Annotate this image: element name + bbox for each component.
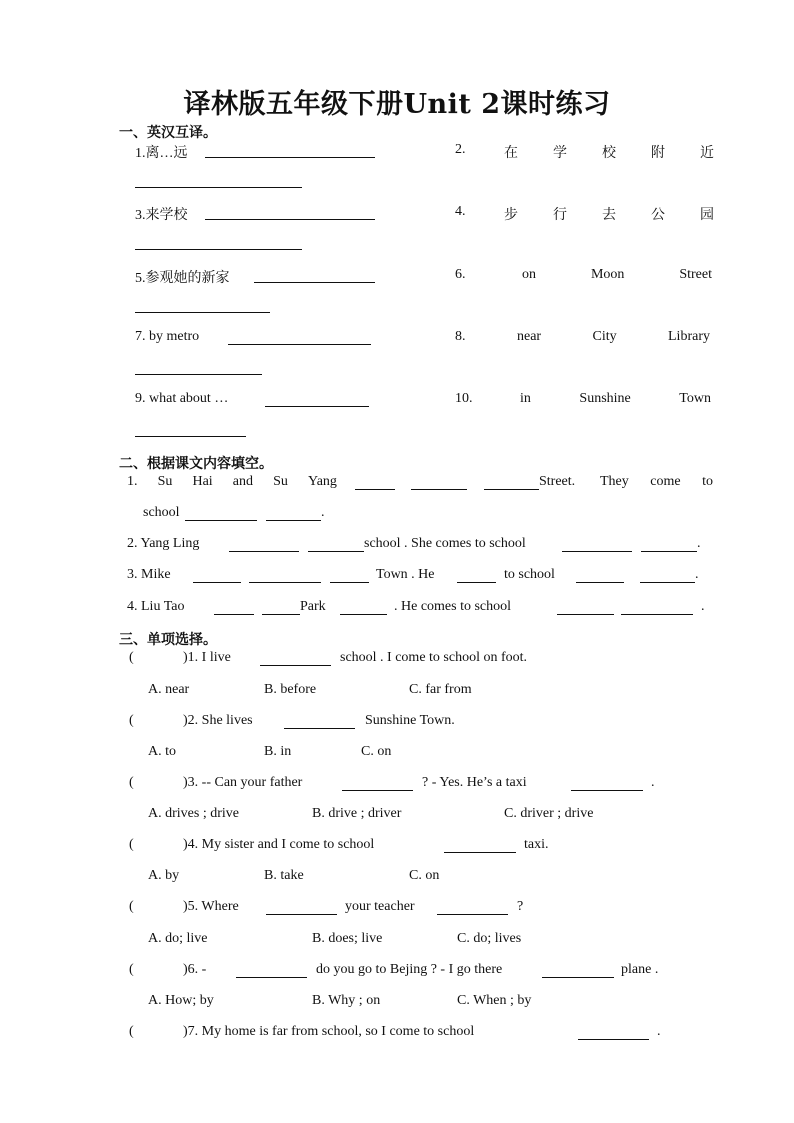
option-c[interactable]: C. far from <box>409 682 472 697</box>
mc-q7: )7. My home is far from school, so I come to school <box>183 1024 475 1039</box>
answer-blank[interactable] <box>342 790 413 791</box>
answer-blank[interactable] <box>266 914 337 915</box>
answer-blank[interactable] <box>621 614 693 615</box>
option-c[interactable]: C. do; lives <box>457 931 522 946</box>
answer-blank[interactable] <box>265 406 369 407</box>
fill-period: . <box>695 567 699 582</box>
mc-q1: )1. I live <box>183 650 231 665</box>
word: 附 <box>651 146 665 161</box>
word: and <box>232 474 254 489</box>
word: Moon <box>590 267 625 282</box>
answer-blank[interactable] <box>254 282 375 283</box>
answer-blank[interactable] <box>236 977 307 978</box>
answer-blank[interactable] <box>640 582 695 583</box>
fill-school: school <box>143 505 180 520</box>
word: in <box>520 391 531 406</box>
answer-blank[interactable] <box>571 790 643 791</box>
word: Library <box>668 329 710 344</box>
word: 公 <box>651 208 665 223</box>
fill-line-3: 3. Mike <box>127 567 171 582</box>
word: They <box>600 474 629 489</box>
answer-blank[interactable] <box>135 249 302 250</box>
answer-blank[interactable] <box>411 489 467 490</box>
answer-blank[interactable] <box>444 852 516 853</box>
word: 园 <box>700 208 714 223</box>
answer-blank[interactable] <box>135 312 270 313</box>
fill-period: . <box>697 536 701 551</box>
answer-blank[interactable] <box>249 582 321 583</box>
word: Street <box>679 267 712 282</box>
fill-street: Street. <box>539 474 576 489</box>
answer-paren[interactable]: ( <box>129 962 134 977</box>
fill-period: . <box>701 599 705 614</box>
option-a[interactable]: A. near <box>148 682 190 697</box>
word: 行 <box>553 208 567 223</box>
mc-q6c: plane . <box>621 962 659 977</box>
word: Hai <box>192 474 213 489</box>
translate-q8-num: 8. <box>455 329 466 344</box>
translate-q10-num: 10. <box>455 391 473 406</box>
option-c[interactable]: C. on <box>409 868 440 883</box>
answer-paren[interactable]: ( <box>129 837 134 852</box>
word: Su <box>273 474 288 489</box>
option-c[interactable]: C. driver ; drive <box>504 806 594 821</box>
option-a[interactable]: A. to <box>148 744 176 759</box>
fill-line-1a <box>127 474 337 490</box>
translate-q2-words <box>504 142 714 162</box>
fill-line-4c: . He comes to school <box>394 599 512 614</box>
mc-q6b: do you go to Bejing ? - I go there <box>316 962 503 977</box>
answer-blank[interactable] <box>308 551 364 552</box>
translate-q4-words <box>504 204 714 224</box>
answer-blank[interactable] <box>228 344 371 345</box>
fill-line-2b: school . She comes to school <box>364 536 526 551</box>
answer-blank[interactable] <box>205 157 375 158</box>
answer-blank[interactable] <box>457 582 496 583</box>
translate-q6-num: 6. <box>455 267 466 282</box>
option-b[interactable]: B. in <box>264 744 292 759</box>
translate-q1: 1.离…远 <box>135 146 188 161</box>
option-b[interactable]: B. does; live <box>312 931 383 946</box>
option-a[interactable]: A. do; live <box>148 931 208 946</box>
translate-q4-num: 4. <box>455 204 466 219</box>
word: Su <box>157 474 173 489</box>
mc-q6: )6. - <box>183 962 207 977</box>
answer-blank[interactable] <box>576 582 624 583</box>
word: Sunshine <box>579 391 631 406</box>
answer-blank[interactable] <box>437 914 508 915</box>
answer-paren[interactable]: ( <box>129 713 134 728</box>
answer-blank[interactable] <box>185 520 257 521</box>
option-c[interactable]: C. When ; by <box>457 993 532 1008</box>
word: Yang <box>308 474 337 489</box>
fill-period: . <box>321 505 325 520</box>
section-heading-translate: 一、英汉互译。 <box>119 125 217 141</box>
word: 在 <box>504 146 518 161</box>
word: to <box>702 474 713 489</box>
mc-q5b: your teacher <box>345 899 415 914</box>
word: 去 <box>602 208 616 223</box>
answer-blank[interactable] <box>355 489 395 490</box>
answer-paren[interactable]: ( <box>129 899 134 914</box>
translate-q3: 3.来学校 <box>135 208 188 223</box>
word: 校 <box>602 146 616 161</box>
answer-blank[interactable] <box>135 374 262 375</box>
word: Town <box>679 391 711 406</box>
section-heading-choice: 三、单项选择。 <box>119 632 217 648</box>
mc-q7b: . <box>657 1024 661 1039</box>
translate-q9: 9. what about … <box>135 391 229 406</box>
word: 学 <box>553 146 567 161</box>
translate-q2-num: 2. <box>455 142 466 157</box>
option-a[interactable]: A. How; by <box>148 993 214 1008</box>
mc-q4: )4. My sister and I come to school <box>183 837 375 852</box>
answer-blank[interactable] <box>484 489 539 490</box>
word: near <box>517 329 542 344</box>
fill-park: Park <box>300 599 326 614</box>
option-b[interactable]: B. drive ; driver <box>312 806 402 821</box>
answer-blank[interactable] <box>284 728 355 729</box>
fill-line-3c: to school <box>504 567 555 582</box>
answer-blank[interactable] <box>135 436 246 437</box>
page-title: 译林版五年级下册Unit 2课时练习 <box>183 89 611 120</box>
answer-blank[interactable] <box>229 551 299 552</box>
mc-q2b: Sunshine Town. <box>365 713 455 728</box>
answer-blank[interactable] <box>542 977 614 978</box>
mc-q4b: taxi. <box>524 837 549 852</box>
word: 近 <box>700 146 714 161</box>
answer-blank[interactable] <box>562 551 632 552</box>
translate-q5: 5.参观她的新家 <box>135 271 230 286</box>
answer-blank[interactable] <box>641 551 697 552</box>
mc-q1b: school . I come to school on foot. <box>340 650 528 665</box>
answer-blank[interactable] <box>214 614 254 615</box>
section-heading-fill: 二、根据课文内容填空。 <box>119 456 273 472</box>
answer-blank[interactable] <box>330 582 369 583</box>
answer-blank[interactable] <box>266 520 321 521</box>
word: on <box>522 267 536 282</box>
fill-line-1c <box>600 474 713 490</box>
answer-blank[interactable] <box>260 665 331 666</box>
option-b[interactable]: B. take <box>264 868 304 883</box>
word: come <box>650 474 681 489</box>
mc-q3b: ? - Yes. He’s a taxi <box>422 775 527 790</box>
mc-q3c: . <box>651 775 655 790</box>
answer-blank[interactable] <box>262 614 300 615</box>
translate-q10-words <box>520 391 711 407</box>
answer-paren[interactable]: ( <box>129 1024 134 1039</box>
answer-blank[interactable] <box>205 219 375 220</box>
option-b[interactable]: B. Why ; on <box>312 993 381 1008</box>
option-c[interactable]: C. on <box>361 744 392 759</box>
option-a[interactable]: A. by <box>148 868 180 883</box>
answer-blank[interactable] <box>193 582 241 583</box>
fill-line-4: 4. Liu Tao <box>127 599 185 614</box>
answer-paren[interactable]: ( <box>129 650 134 665</box>
answer-paren[interactable]: ( <box>129 775 134 790</box>
mc-q3: )3. -- Can your father <box>183 775 303 790</box>
fill-line-3b: Town . He <box>376 567 435 582</box>
option-a[interactable]: A. drives ; drive <box>148 806 239 821</box>
fill-line-2: 2. Yang Ling <box>127 536 200 551</box>
word: 1. <box>127 474 138 489</box>
answer-blank[interactable] <box>340 614 387 615</box>
answer-blank[interactable] <box>557 614 614 615</box>
mc-q5c: ? <box>517 899 524 914</box>
mc-q5: )5. Where <box>183 899 239 914</box>
answer-blank[interactable] <box>135 187 302 188</box>
option-b[interactable]: B. before <box>264 682 317 697</box>
translate-q7: 7. by metro <box>135 329 200 344</box>
translate-q8-words <box>517 329 710 345</box>
word: City <box>592 329 617 344</box>
mc-q2: )2. She lives <box>183 713 253 728</box>
translate-q6-words <box>522 267 712 283</box>
answer-blank[interactable] <box>578 1039 649 1040</box>
word: 步 <box>504 208 518 223</box>
